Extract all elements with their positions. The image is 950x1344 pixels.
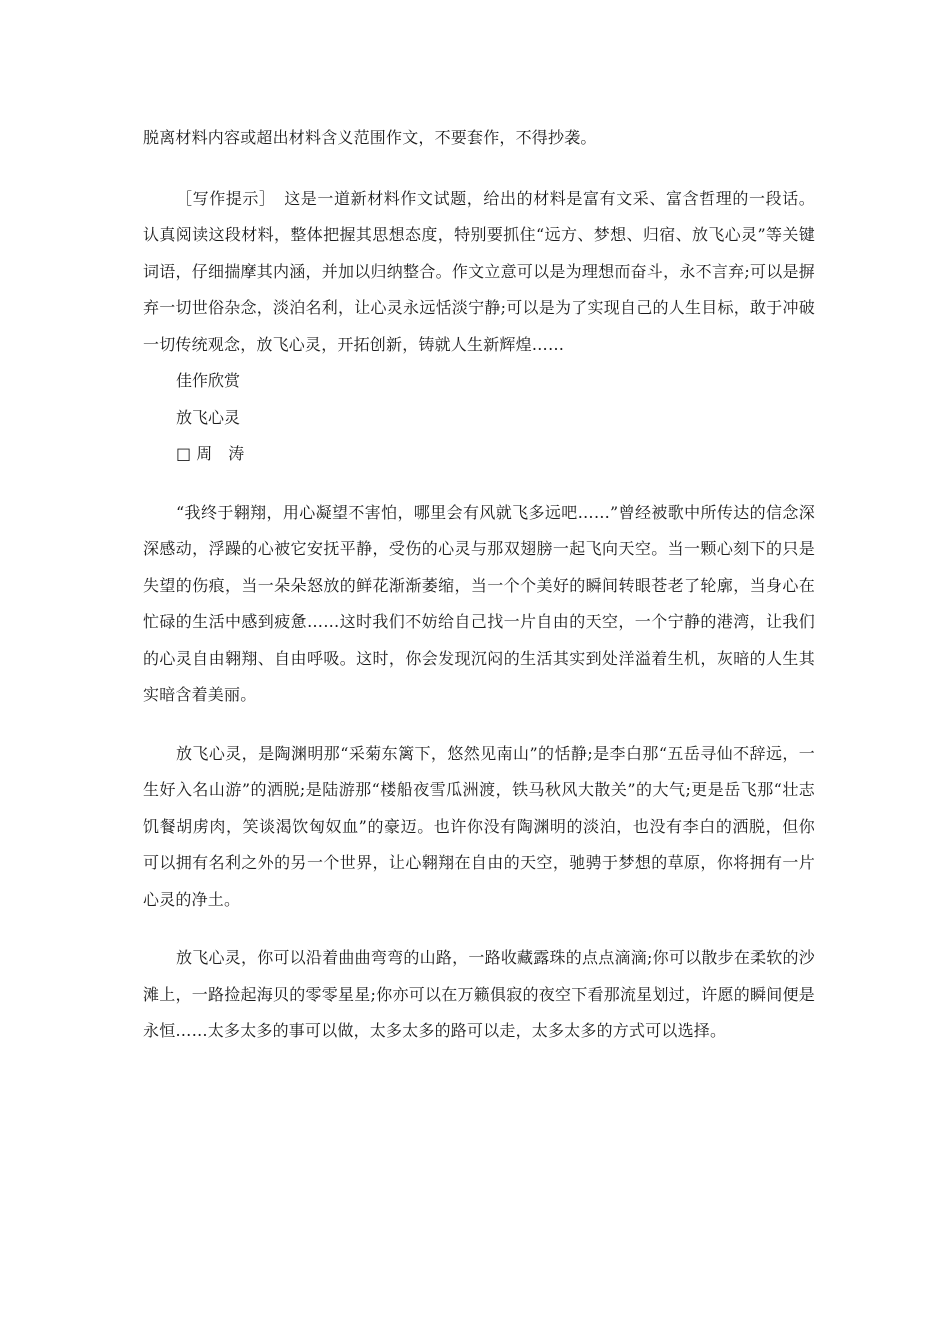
section-heading: 佳作欣赏 <box>176 371 241 390</box>
essay-paragraph-1: “我终于翱翔，用心凝望不害怕，哪里会有风就飞多远吧……”曾经被歌中所传达的信念深深感动，浮躁的心被它安抚平静，受伤的心灵与那双翅膀一起飞向天空。当一颗心刻下的只是失望的伤痕，当一朵朵怒放的鲜花渐渐萎缩，当一个个美好的瞬间转眼苍老了轮廓，当身心在忙碌的生活中感到疲惫……这时我们不妨给自己找一片自由的天空，一个宁静的港湾，让我们的心灵自由翱翔、自由呼吸。这时，你会发现沉闷的生活其实到处洋溢着生机，灰暗的人生其实暗含着美丽。 <box>143 502 815 704</box>
essay-paragraph-2: 放飞心灵，是陶渊明那“采菊东篱下，悠然见南山”的恬静;是李白那“五岳寻仙不辞远，一生好入名山游”的洒脱;是陆游那“楼船夜雪瓜洲渡，铁马秋风大散关”的大气;更是岳飞那“壮志饥餐胡虏肉，笑谈渴饮匈奴血”的豪迈。也许你没有陶渊明的淡泊，也没有李白的洒脱，但你可以拥有名利之外的另一个世界，让心翱翔在自由的天空，驰骋于梦想的草原，你将拥有一片心灵的净土。 <box>143 743 815 909</box>
essay-paragraph-3: 放飞心灵，你可以沿着曲曲弯弯的山路，一路收藏露珠的点点滴滴;你可以散步在柔软的沙滩上，一路捡起海贝的零零星星;你亦可以在万籁俱寂的夜空下看那流星划过，许愿的瞬间便是永恒……太多太多的事可以做，太多太多的路可以走，太多太多的方式可以选择。 <box>143 948 815 1040</box>
document-page <box>143 120 815 1050</box>
essay-title: 放飞心灵 <box>176 407 241 427</box>
essay-author: □ 周 涛 <box>176 444 245 463</box>
intro-paragraph-tail: 脱离材料内容或超出材料含义范围作文，不要套作，不得抄袭。 <box>143 128 597 147</box>
writing-tip-paragraph: ［写作提示］ 这是一道新材料作文试题，给出的材料是富有文采、富含哲理的一段话。认真阅读这段材料，整体把握其思想态度，特别要抓住“远方、梦想、归宿、放飞心灵”等关键词语，仔细揣摩其内涵，并加以归纳整合。作文立意可以是为理想而奋斗，永不言弃;可以是摒弃一切世俗杂念，淡泊名利，让心灵永远恬淡宁静;可以是为了实现自己的人生目标，敢于冲破一切传统观念，放飞心灵，开拓创新，铸就人生新辉煌…… <box>143 188 815 354</box>
